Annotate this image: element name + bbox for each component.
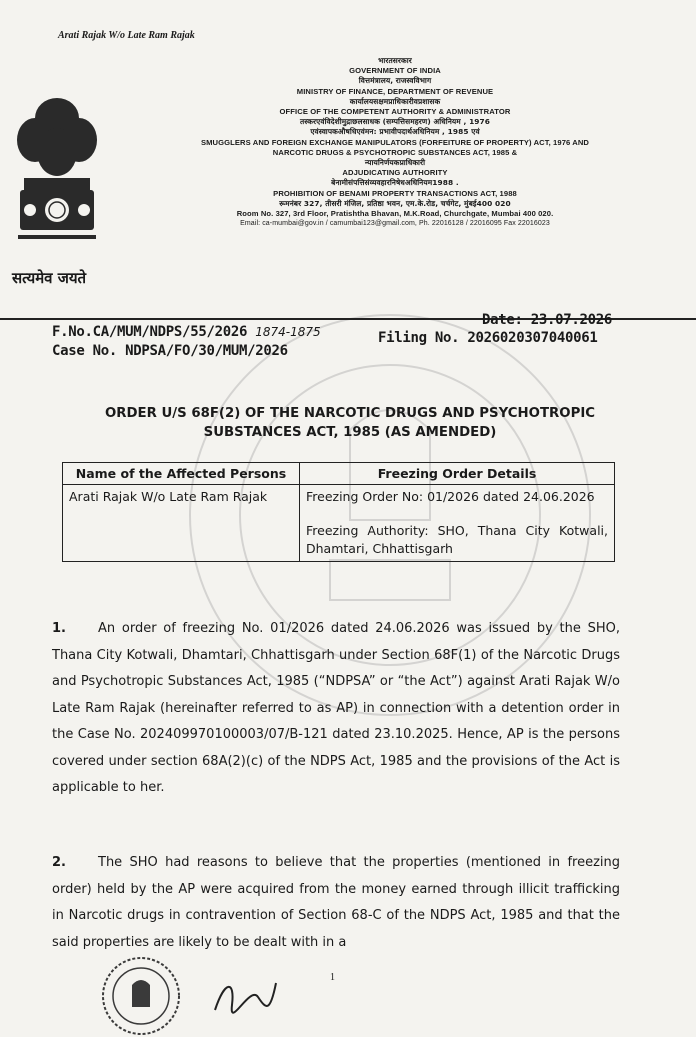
signature-icon bbox=[210, 975, 280, 1015]
case-number: Case No. NDPSA/FO/30/MUM/2026 bbox=[52, 343, 288, 359]
letterhead-line: ADJUDICATING AUTHORITY bbox=[342, 168, 448, 178]
letterhead-line: SMUGGLERS AND FOREIGN EXCHANGE MANIPULATORS (FORFEITURE OF PROPERTY) ACT, 1976 AND bbox=[200, 137, 590, 147]
freezing-details-table bbox=[62, 462, 615, 562]
paragraph-1 bbox=[52, 616, 620, 802]
freezing-order-text: Freezing Order No: 01/2026 dated 24.06.2026 bbox=[306, 489, 595, 504]
table-header-row bbox=[63, 463, 615, 485]
table-row bbox=[63, 485, 615, 562]
affected-person-cell: Arati Rajak W/o Late Ram Rajak bbox=[63, 485, 300, 562]
office-letterhead bbox=[180, 56, 610, 229]
order-title-line-1: ORDER U/S 68F(2) OF THE NARCOTIC DRUGS AND PSYCHOTROPIC bbox=[104, 406, 596, 421]
letterhead-line: Room No. 327, 3rd Floor, Pratishtha Bhavan, M.K.Road, Churchgate, Mumbai 400 020. bbox=[236, 209, 554, 219]
paragraph-2 bbox=[52, 850, 620, 956]
table-header-order: Freezing Order Details bbox=[300, 463, 615, 485]
letterhead-line: कार्यालयसक्षमप्राधिकारीवप्रशासक bbox=[349, 96, 441, 106]
freezing-order-cell bbox=[300, 485, 615, 562]
handwritten-number: 1874-1875 bbox=[255, 325, 321, 339]
page-number: 1 bbox=[330, 972, 335, 983]
emblem-motto: सत्यमेव जयते bbox=[12, 269, 87, 287]
top-note: Arati Rajak W/o Late Ram Rajak bbox=[58, 30, 195, 41]
paragraph-1-number: 1. bbox=[52, 621, 66, 636]
letterhead-line: GOVERNMENT OF INDIA bbox=[349, 66, 441, 76]
paragraph-2-text: The SHO had reasons to believe that the properties (mentioned in freezing order) held by the AP were acquired from the money earned through illicit trafficking in Narcotic drugs in contravention of Section 68-C of the NDPS Act, 1985 and that the said properties are likely to be dealt with in a bbox=[52, 855, 620, 950]
letterhead-line: MINISTRY OF FINANCE, DEPARTMENT OF REVENUE bbox=[296, 86, 494, 96]
letterhead-line: भारतसरकार bbox=[378, 56, 412, 65]
national-emblem-icon bbox=[10, 90, 105, 260]
file-number: F.No.CA/MUM/NDPS/55/2026 1874-1875 bbox=[52, 324, 321, 340]
freezing-authority-text: Freezing Authority: SHO, Thana City Kotwali, Dhamtari, Chhattisgarh bbox=[306, 523, 608, 556]
letterhead-line: न्यायनिर्णयकप्राधिकारी bbox=[364, 158, 426, 168]
order-title bbox=[60, 404, 640, 442]
paragraph-2-number: 2. bbox=[52, 855, 66, 870]
letterhead-line: एवंस्वापकऔषधिएवंमन: प्रभावीपदार्थअधिनियम , 1985 एवं bbox=[310, 127, 480, 137]
paragraph-1-text: An order of freezing No. 01/2026 dated 24.06.2026 was issued by the SHO, Thana City Kotwali, Dhamtari, Chhattisgarh under Section 68F(1) of the Narcotic Drugs and Psychotropic Substances Act, 1985 (“NDPSA” or “the Act”) against Arati Rajak W/o Late Ram Rajak (hereinafter referred to as AP) in connection with a detention order in the Case No. 202409970100003/07/B-121 dated 23.10.2025. Hence, AP is the persons covered under section 68A(2)(c) of the NDPS Act, 1985 and the provisions of the Act is applicable to her. bbox=[52, 621, 620, 795]
letterhead-line: रूमनंबर 327, तीसरी मंजिल, प्रतिष्ठा भवन, एम.के.रोड, चर्चगेट, मुंबई400 020 bbox=[279, 198, 511, 208]
table-header-person: Name of the Affected Persons bbox=[63, 463, 300, 485]
letterhead-line: तस्करएवंविदेशीमुद्राछलसाधक (सम्पत्तिसमहरण) अधिनियम , 1976 bbox=[299, 117, 491, 127]
order-date: Date: 23.07.2026 bbox=[482, 312, 613, 328]
letterhead-line: NARCOTIC DRUGS & PSYCHOTROPIC SUBSTANCES ACT, 1985 & bbox=[272, 147, 518, 157]
filing-number: Filing No. 2026020307040061 bbox=[378, 330, 598, 346]
office-seal-icon bbox=[100, 955, 182, 1037]
letterhead-line: Email: ca-mumbai@gov.in / camumbai123@gmail.com, Ph. 22016128 / 22016095 Fax 22016023 bbox=[240, 220, 550, 228]
letterhead-line: OFFICE OF THE COMPETENT AUTHORITY & ADMINISTRATOR bbox=[279, 107, 511, 117]
letterhead-line: PROHIBITION OF BENAMI PROPERTY TRANSACTIONS ACT, 1988 bbox=[273, 188, 517, 198]
letterhead-line: बेनामीसंपत्तिसंव्यवहारनिषेधअधिनियम1988 . bbox=[331, 178, 459, 188]
letterhead-line: वित्तमंत्रालय, राजस्वविभाग bbox=[358, 76, 432, 86]
order-title-line-2: SUBSTANCES ACT, 1985 (AS AMENDED) bbox=[203, 425, 497, 440]
